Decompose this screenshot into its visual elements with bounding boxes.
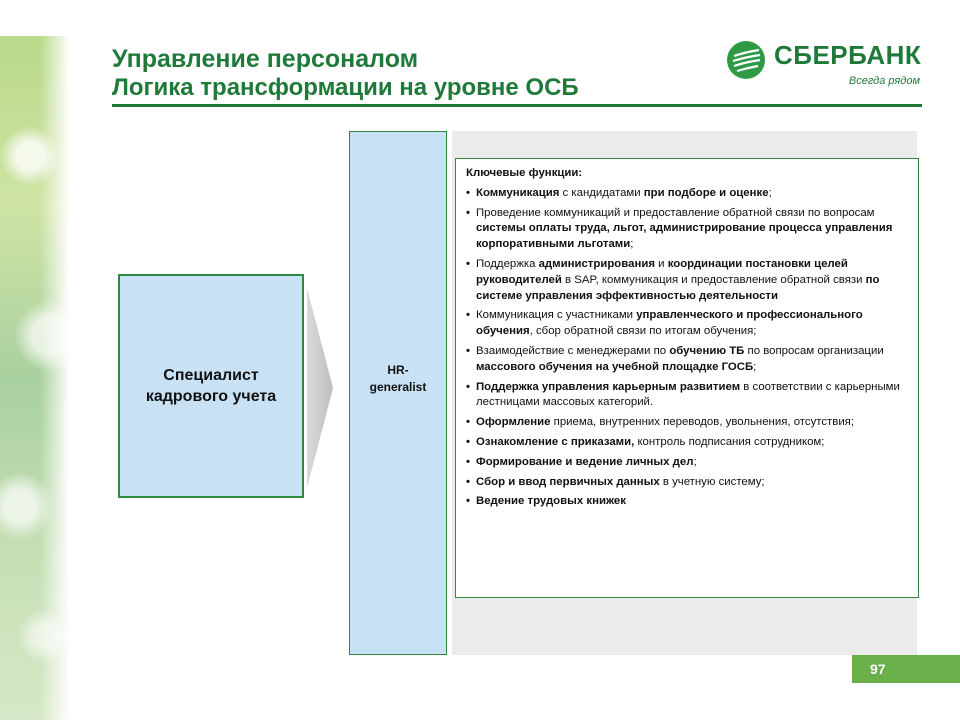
function-item-text: Ведение трудовых книжек <box>476 495 626 508</box>
sberbank-logo-icon <box>726 40 766 80</box>
function-item-text: в SAP, коммуникация и предоставление обратной связи <box>561 273 866 286</box>
function-item <box>464 186 910 202</box>
function-item-text: , сбор обратной связи по итогам обучения; <box>529 325 757 338</box>
function-item-text: ; <box>753 360 757 373</box>
function-item <box>464 308 910 340</box>
function-item-text: при подборе и оценке <box>643 186 769 199</box>
function-item-text: Проведение коммуникаций и предоставление обратной связи по вопросам <box>476 206 875 219</box>
function-item <box>464 257 910 304</box>
function-item-text: обучению ТБ <box>669 344 745 357</box>
function-item-text: Поддержка управления карьерным развитием <box>476 380 741 393</box>
function-item-text: ; <box>768 186 772 199</box>
key-functions-heading: Ключевые функции: <box>466 167 583 179</box>
page-number: 97 <box>852 655 960 683</box>
chevron-right-arrow-icon <box>307 288 333 488</box>
function-item-text: Поддержка <box>476 257 539 270</box>
key-functions-box <box>455 158 919 598</box>
function-item-text: по вопросам организации <box>744 344 884 357</box>
function-item-text: ; <box>630 238 634 251</box>
function-item-text: массового обучения на учебной площадке ГОСБ <box>476 360 754 373</box>
function-item-text: в учетную систему; <box>659 475 765 488</box>
function-item-text: Сбор и ввод первичных данных <box>476 475 660 488</box>
function-item-text: ; <box>693 455 697 468</box>
function-item-text: администрирования <box>538 257 655 270</box>
function-item <box>464 415 910 431</box>
decorative-bokeh-background <box>0 36 70 720</box>
function-item-text: Формирование и ведение личных дел <box>476 455 694 468</box>
function-item-text: Коммуникация <box>476 186 560 199</box>
function-item-text: управленческого и профессионального обучения <box>476 309 863 338</box>
function-item-text: по системе управления эффективностью деятельности <box>476 273 880 302</box>
function-item <box>464 380 910 412</box>
logo-name: СБЕРБАНК <box>774 40 922 70</box>
key-functions-list <box>464 186 910 510</box>
function-item-text: Оформление <box>476 416 551 429</box>
function-item-text: и <box>654 257 668 270</box>
function-item-text: с кандидатами <box>559 186 644 199</box>
function-item-text: системы оплаты труда, льгот, администрирование процесса управления корпоративными льготами <box>476 222 893 251</box>
function-item-text: приема, внутренних переводов, увольнения, отсутствия; <box>550 416 855 429</box>
function-item-text: Ознакомление с приказами, <box>476 435 635 448</box>
function-item-text: координации постановки целей руководителей <box>476 257 848 286</box>
function-item <box>464 455 910 471</box>
function-item-text: в соответствии с карьерными лестницами массовых категорий. <box>476 380 900 409</box>
function-item <box>464 494 910 510</box>
function-item-text: контроль подписания сотрудником; <box>634 435 825 448</box>
sberbank-logo <box>726 38 926 94</box>
hr-records-specialist-box <box>118 274 304 498</box>
header-divider <box>112 104 922 107</box>
function-item <box>464 435 910 451</box>
logo-tagline: Всегда рядом <box>848 75 920 87</box>
function-item <box>464 344 910 376</box>
hr-records-specialist-label: Специалист кадрового учета <box>145 367 277 405</box>
function-item-text: Коммуникация с участниками <box>476 309 637 322</box>
function-item-text: Взаимодействие с менеджерами по <box>476 344 670 357</box>
page-subtitle: Логика трансформации на уровне ОСБ <box>112 74 579 101</box>
hr-generalist-label: HR- generalist <box>369 363 427 394</box>
page-title: Управление персоналом <box>112 45 419 73</box>
function-item <box>464 475 910 491</box>
function-item <box>464 206 910 253</box>
hr-generalist-column <box>349 131 447 655</box>
